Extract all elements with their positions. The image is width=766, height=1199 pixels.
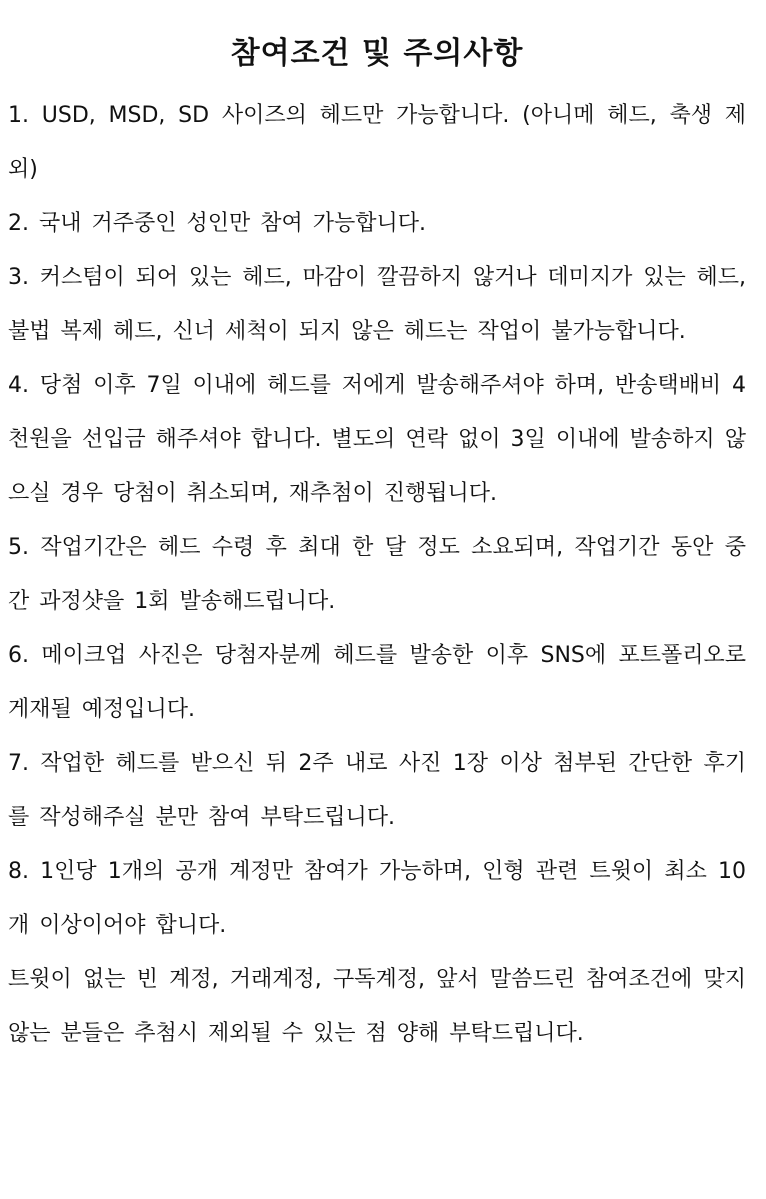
condition-4: 4. 당첨 이후 7일 이내에 헤드를 저에게 발송해주셔야 하며, 반송택배비 4천원을 선입금 해주셔야 합니다. 별도의 연락 없이 3일 이내에 발송하지 않으실 경우 당첨이 취소되며, 재추첨이 진행됩니다. bbox=[8, 373, 746, 506]
condition-3: 3. 커스텀이 되어 있는 헤드, 마감이 깔끔하지 않거나 데미지가 있는 헤드, 불법 복제 헤드, 신너 세척이 되지 않은 헤드는 작업이 불가능합니다. bbox=[8, 265, 746, 344]
condition-1: 1. USD, MSD, SD 사이즈의 헤드만 가능합니다. (아니메 헤드, 축생 제외) bbox=[8, 103, 746, 182]
page-title: 참여조건 및 주의사항 bbox=[230, 36, 524, 71]
exclusion-note: 트윗이 없는 빈 계정, 거래계정, 구독계정, 앞서 말씀드린 참여조건에 맞지 않는 분들은 추첨시 제외될 수 있는 점 양해 부탁드립니다. bbox=[8, 967, 746, 1046]
condition-2: 2. 국내 거주중인 성인만 참여 가능합니다. bbox=[8, 211, 426, 236]
condition-8: 8. 1인당 1개의 공개 계정만 참여가 가능하며, 인형 관련 트윗이 최소 10개 이상이어야 합니다. bbox=[8, 859, 746, 938]
document-page bbox=[8, 0, 746, 1061]
condition-6: 6. 메이크업 사진은 당첨자분께 헤드를 발송한 이후 SNS에 포트폴리오로 게재될 예정입니다. bbox=[8, 643, 746, 722]
condition-5: 5. 작업기간은 헤드 수령 후 최대 한 달 정도 소요되며, 작업기간 동안 중간 과정샷을 1회 발송해드립니다. bbox=[8, 535, 746, 614]
condition-7: 7. 작업한 헤드를 받으신 뒤 2주 내로 사진 1장 이상 첨부된 간단한 후기를 작성해주실 분만 참여 부탁드립니다. bbox=[8, 751, 746, 830]
